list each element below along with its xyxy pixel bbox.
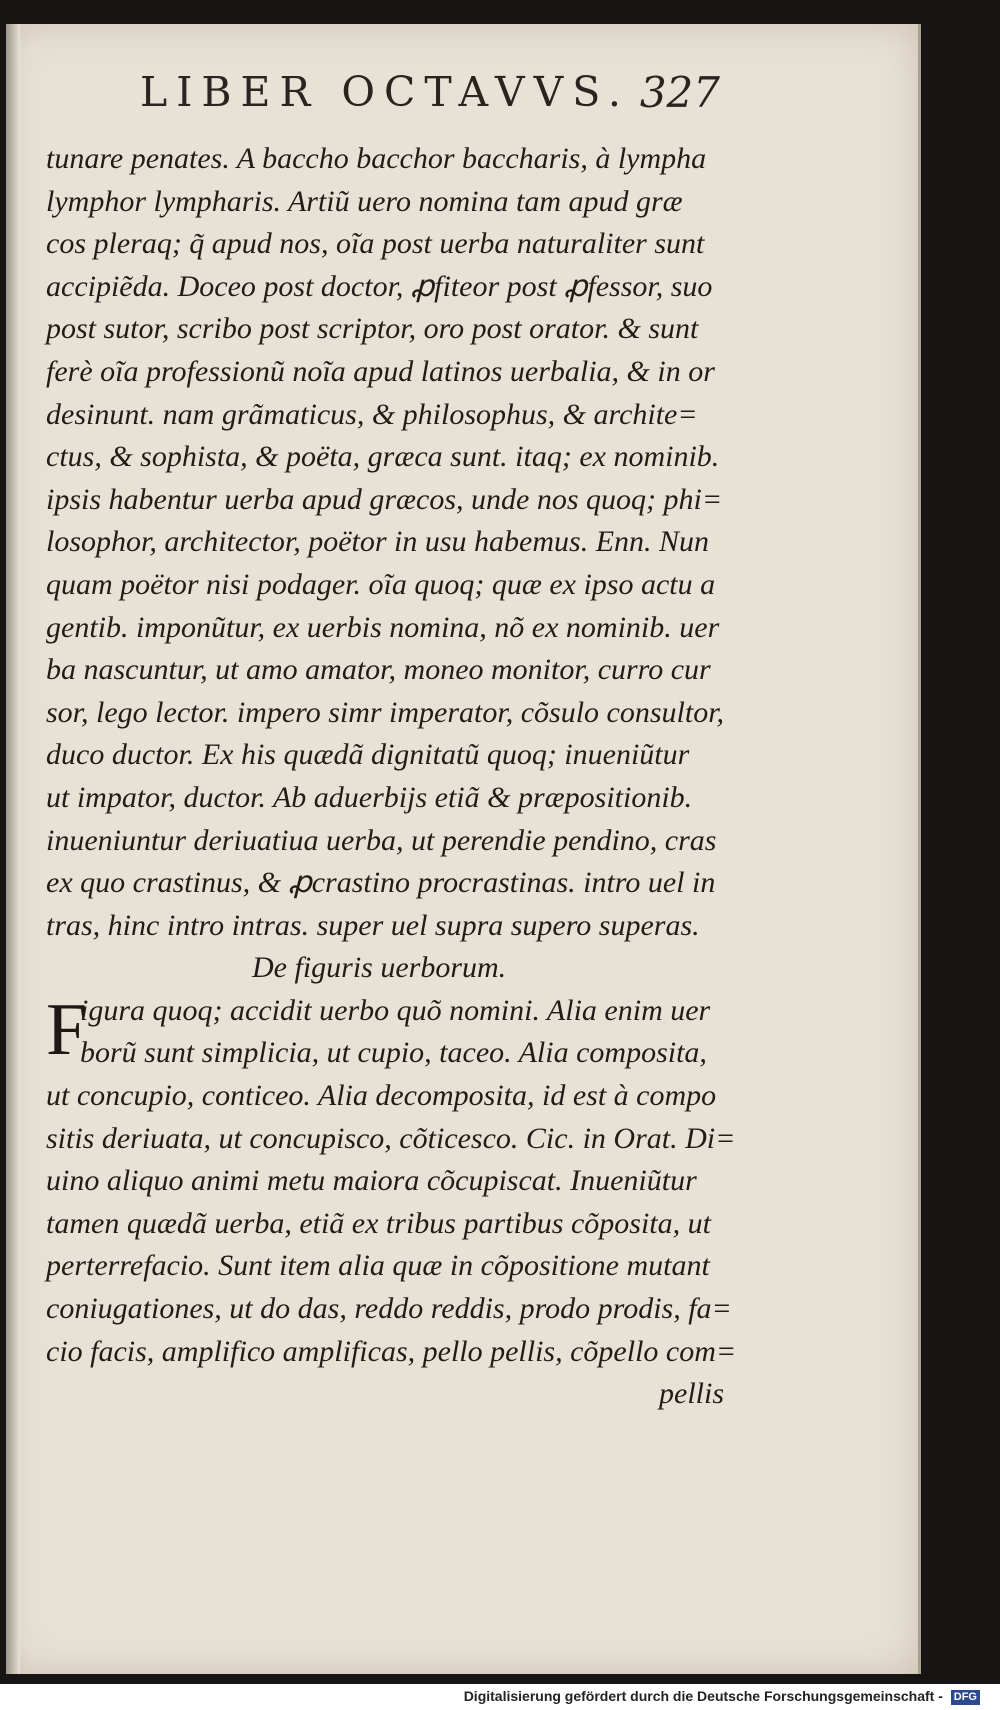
- text-line: inueniuntur deriuatiua uerba, ut perendie pendino, cras: [46, 823, 717, 857]
- section-heading: De figuris uerborum.: [252, 951, 507, 985]
- text-line: gentib. imponũtur, ex uerbis nomina, nõ ex nominib. uer: [46, 610, 720, 644]
- catchword: pellis: [659, 1377, 724, 1411]
- text-line: ba nascuntur, ut amo amator, moneo monitor, curro cur: [46, 653, 711, 687]
- text-line: ut impator, ductor. Ab aduerbijs etiã & præpositionib.: [46, 780, 693, 814]
- footer-credit: [464, 1688, 980, 1705]
- page-gutter-shadow: [6, 24, 20, 1674]
- text-line: sitis deriuata, ut concupisco, cõticesco. Cic. in Orat. Di=: [46, 1121, 736, 1155]
- text-line: lymphor lympharis. Artiũ uero nomina tam apud græ: [46, 184, 683, 218]
- text-line: uino aliquo animi metu maiora cõcupiscat. Inueniũtur: [46, 1164, 697, 1198]
- dfg-logo[interactable]: DFG: [951, 1690, 980, 1705]
- footer-bar: [0, 1684, 1000, 1710]
- text-line: accipiẽda. Doceo post doctor, ꝓfiteor post ꝓfessor, suo: [46, 269, 713, 303]
- drop-cap-initial: F: [46, 989, 88, 1071]
- text-line: tunare penates. A baccho bacchor baccharis, à lympha: [46, 142, 707, 175]
- text-line: desinunt. nam grãmaticus, & philosophus, & archite=: [46, 397, 698, 431]
- page-number: 327: [639, 68, 720, 117]
- text-line: borũ sunt simplicia, ut cupio, taceo. Alia composita,: [80, 1036, 707, 1070]
- footer-credit-text: Digitalisierung gefördert durch die Deutsche Forschungsgemeinschaft -: [463, 1688, 943, 1704]
- text-line: ctus, & sophista, & poëta, græca sunt. itaq; ex nominib.: [46, 440, 720, 474]
- text-line: coniugationes, ut do das, reddo reddis, prodo prodis, fa=: [46, 1292, 732, 1326]
- text-line: quam poëtor nisi podager. oĩa quoq; quæ ex ipso actu a: [46, 567, 716, 601]
- text-line: losophor, architector, poëtor in usu habemus. Enn. Nun: [46, 525, 710, 559]
- text-line: igura quoq; accidit uerbo quõ nomini. Alia enim uer: [80, 993, 711, 1027]
- text-line: tamen quædã uerba, etiã ex tribus partibus cõposita, ut: [46, 1206, 711, 1240]
- body-text: [46, 138, 737, 1416]
- text-line: ferè oĩa professionũ noĩa apud latinos uerbalia, & in or: [46, 354, 715, 388]
- text-line: cos pleraq; q̃ apud nos, oĩa post uerba naturaliter sunt: [46, 227, 705, 261]
- text-line: tras, hinc intro intras. super uel supra supero superas.: [46, 908, 700, 942]
- text-line: ex quo crastinus, & ꝓcrastino procrastinas. intro uel in: [46, 866, 716, 900]
- text-line: sor, lego lector. impero simr imperator, cõsulo consultor,: [46, 695, 725, 729]
- text-line: ipsis habentur uerba apud græcos, unde nos quoq; phi=: [46, 482, 723, 516]
- page-header: [140, 68, 720, 128]
- text-line: post sutor, scribo post scriptor, oro post orator. & sunt: [46, 312, 699, 346]
- text-line: duco ductor. Ex his quædã dignitatũ quoq; inueniũtur: [46, 738, 690, 772]
- text-line: perterrefacio. Sunt item alia quæ in cõpositione mutant: [46, 1249, 710, 1283]
- text-line: cio facis, amplifico amplificas, pello pellis, cõpello com=: [46, 1334, 737, 1368]
- running-title: LIBER OCTAVVS.: [140, 68, 630, 116]
- text-line: ut concupio, conticeo. Alia decomposita, id est à compo: [46, 1079, 717, 1113]
